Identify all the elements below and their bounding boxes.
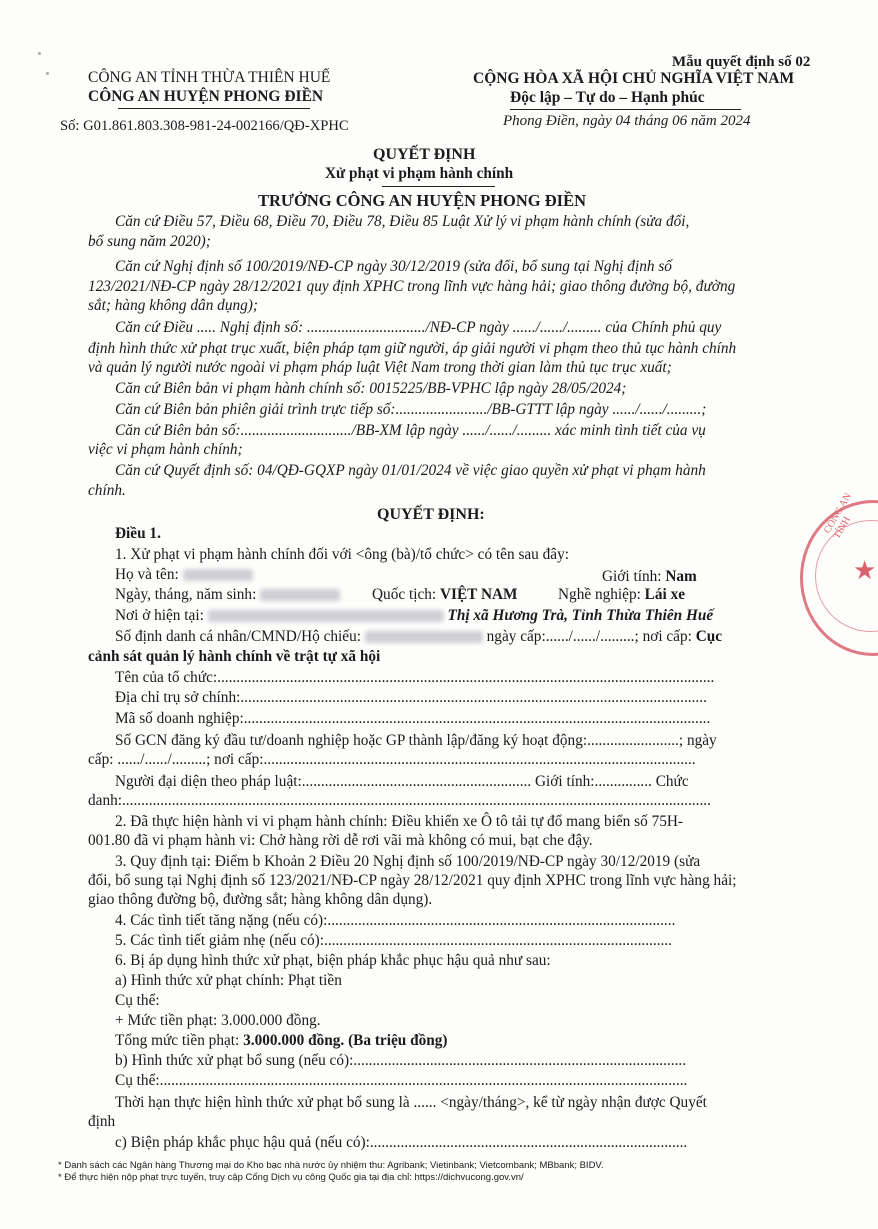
preamble-line: Căn cứ Quyết định số: 04/QĐ-GQXP ngày 01/01/2024 về việc giao quyền xử phạt vi phạm hành (115, 462, 706, 479)
gender-label: Giới tính: (602, 568, 662, 585)
deadline-row: Thời hạn thực hiện hình thức xử phạt bổ sung là ...... <ngày/tháng>, kể từ ngày nhận được Quyết (115, 1094, 707, 1111)
org-name-row: Tên của tổ chức:.................................................................................................................................. (115, 669, 715, 686)
article-heading: Điều 1. (115, 525, 161, 542)
redacted-id (365, 631, 483, 643)
place-date: Phong Điền, ngày 04 tháng 06 năm 2024 (503, 113, 751, 129)
issuer-title: TRƯỞNG CÔNG AN HUYỆN PHONG ĐIỀN (258, 191, 587, 210)
footnote: * Để thực hiện nộp phạt trực tuyến, truy cập Cổng Dịch vụ công Quốc gia tại địa chỉ: https://dichvucong.gov.vn/ (58, 1172, 524, 1183)
violation-line: 2. Đã thực hiện hành vi vi phạm hành chính: Điều khiển xe Ô tô tải tự đổ mang biển số 75H- (115, 813, 684, 830)
nationality-value: VIỆT NAM (439, 586, 518, 603)
address-value: Thị xã Hương Trà, Tỉnh Thừa Thiên Huế (447, 607, 714, 624)
country-name: CỘNG HÒA XÃ HỘI CHỦ NGHĨA VIỆT NAM (473, 70, 795, 87)
deadline-row-cont: định (88, 1113, 116, 1130)
preamble-line: sắt; hàng không dân dụng); (88, 297, 258, 314)
violation-line: 001.80 đã vi phạm hành vi: Chở hàng rời dễ rơi vãi mà không có mui, bạt che đậy. (88, 832, 593, 849)
org-address-row: Địa chỉ trụ sở chính:.......................................................................................................................... (115, 689, 707, 706)
document-number: Số: G01.861.803.308-981-24-002166/QĐ-XPHC (60, 118, 349, 134)
agency-name: CÔNG AN HUYỆN PHONG ĐIỀN (88, 88, 324, 105)
article-intro: 1. Xử phạt vi phạm hành chính đối với <ông (bà)/tổ chức> có tên sau đây: (115, 546, 569, 563)
scan-speck (38, 52, 41, 55)
regulation-line: đổi, bổ sung tại Nghị định số 123/2021/NĐ-CP ngày 28/12/2021 quy định XPHC trong lĩnh vực hàng hải; (88, 872, 737, 889)
scan-speck (46, 72, 49, 75)
preamble-line: chính. (88, 482, 126, 499)
name-row (115, 565, 253, 585)
remedial-measures-row: c) Biện pháp khắc phục hậu quả (nếu có):................................................................................... (115, 1134, 688, 1151)
address-row (115, 606, 713, 626)
preamble-line: Căn cứ Biên bản vi phạm hành chính số: 0015225/BB-VPHC lập ngày 28/05/2024; (115, 380, 627, 397)
form-number: Mẫu quyết định số 02 (672, 54, 811, 70)
gcn-row-cont: cấp: ....../....../.........; nơi cấp:................................................................................................................. (88, 751, 696, 768)
agency-parent: CÔNG AN TỈNH THỪA THIÊN HUẾ (88, 69, 331, 86)
stamp-text: CÔNG AN TỈNH (822, 491, 854, 541)
name-label: Họ và tên: (115, 566, 179, 583)
total-fine-row (115, 1031, 448, 1051)
representative-row-cont: danh:.......................................................................................................................................................... (88, 792, 711, 809)
additional-penalty-row: b) Hình thức xử phạt bổ sung (nếu có):....................................................................................... (115, 1052, 687, 1069)
id-label: Số định danh cá nhân/CMND/Hộ chiếu: (115, 628, 361, 645)
additional-detail-row: Cụ thể:.......................................................................................................................................... (115, 1072, 688, 1089)
national-motto: Độc lập – Tự do – Hạnh phúc (510, 89, 705, 106)
representative-row: Người đại diện theo pháp luật:............................................................ Giới tính:............... Chức (115, 773, 689, 790)
nationality-row (372, 585, 517, 605)
nationality-label: Quốc tịch: (372, 586, 437, 603)
total-fine-label: Tổng mức tiền phạt: (115, 1032, 240, 1049)
main-penalty: a) Hình thức xử phạt chính: Phạt tiền (115, 972, 342, 989)
document-subtitle: Xử phạt vi phạm hành chính (325, 165, 514, 182)
penalty-heading: 6. Bị áp dụng hình thức xử phạt, biện pháp khắc phục hậu quả như sau: (115, 952, 551, 969)
job-row (558, 585, 685, 605)
title-underline (382, 186, 495, 187)
redacted-dob (260, 589, 340, 601)
id-date: ngày cấp:....../....../.........; nơi cấp: (486, 628, 692, 645)
preamble-line: định hình thức xử phạt trục xuất, biện pháp tạm giữ người, áp giải người vi phạm theo thủ tục hành chính (88, 340, 737, 357)
preamble-line: Căn cứ Biên bản phiên giải trình trực tiếp số:......................../BB-GTTT lập ngày ....../....../.........; (115, 401, 707, 418)
org-code-row: Mã số doanh nghiệp:.......................................................................................................................... (115, 710, 711, 727)
decision-heading: QUYẾT ĐỊNH: (377, 506, 485, 523)
regulation-line: giao thông đường bộ, đường sắt; hàng không dân dụng). (88, 891, 433, 908)
job-label: Nghề nghiệp: (558, 586, 641, 603)
gcn-row: Số GCN đăng ký đầu tư/doanh nghiệp hoặc GP thành lập/đăng ký hoạt động:........................; ngày (115, 732, 717, 749)
preamble-line: 123/2021/NĐ-CP ngày 28/12/2021 quy định XPHC trong lĩnh vực hàng hải; giao thông đường bộ, đường (88, 278, 736, 295)
preamble-line: bổ sung năm 2020); (88, 233, 211, 250)
aggravating-row: 4. Các tình tiết tăng nặng (nếu có):........................................................................................... (115, 912, 676, 929)
preamble-line: Căn cứ Nghị định số 100/2019/NĐ-CP ngày 30/12/2019 (sửa đổi, bổ sung tại Nghị định số (115, 258, 672, 275)
footnote: * Danh sách các Ngân hàng Thương mại do Kho bạc nhà nước ủy nhiệm thu: Agribank; Vietinbank; Vietcombank; MBbank; BIDV. (58, 1160, 604, 1171)
id-issuer-end: cảnh sát quản lý hành chính về trật tự xã hội (88, 648, 381, 665)
star-icon: ★ (853, 556, 877, 585)
document-title: QUYẾT ĐỊNH (373, 146, 476, 163)
regulation-line: 3. Quy định tại: Điểm b Khoản 2 Điều 20 Nghị định số 100/2019/NĐ-CP ngày 30/12/2019 (sửa (115, 853, 701, 870)
preamble-line: Căn cứ Biên bản số:............................./BB-XM lập ngày ....../....../......... xác minh tình tiết của vụ (115, 422, 706, 439)
address-label: Nơi ở hiện tại: (115, 607, 204, 624)
gender-row (602, 567, 697, 587)
dob-row (115, 585, 340, 605)
preamble-line: Căn cứ Điều ..... Nghị định số: .............................../NĐ-CP ngày ....../....../......... của Chính phủ quy (115, 319, 722, 336)
mitigating-row: 5. Các tình tiết giảm nhẹ (nếu có):........................................................................................... (115, 932, 672, 949)
id-issuer-start: Cục (695, 628, 723, 645)
total-fine-value: 3.000.000 đồng. (Ba triệu đồng) (243, 1032, 448, 1049)
detail-label: Cụ thể: (115, 992, 160, 1009)
job-value: Lái xe (644, 586, 686, 603)
preamble-line: Căn cứ Điều 57, Điều 68, Điều 70, Điều 78, Điều 85 Luật Xử lý vi phạm hành chính (sửa đổi, (115, 213, 690, 230)
preamble-line: việc vi phạm hành chính; (88, 441, 243, 458)
motto-underline (510, 109, 741, 110)
fine-item: + Mức tiền phạt: 3.000.000 đồng. (115, 1012, 321, 1029)
id-row (115, 627, 722, 647)
dob-label: Ngày, tháng, năm sinh: (115, 586, 257, 603)
redacted-name (183, 569, 253, 581)
preamble-line: và quản lý người nước ngoài vi phạm pháp luật Việt Nam trong thời gian làm thủ tục trục xuất; (88, 359, 672, 376)
redacted-address (208, 610, 444, 622)
agency-underline (118, 108, 310, 109)
gender-value: Nam (665, 568, 697, 585)
